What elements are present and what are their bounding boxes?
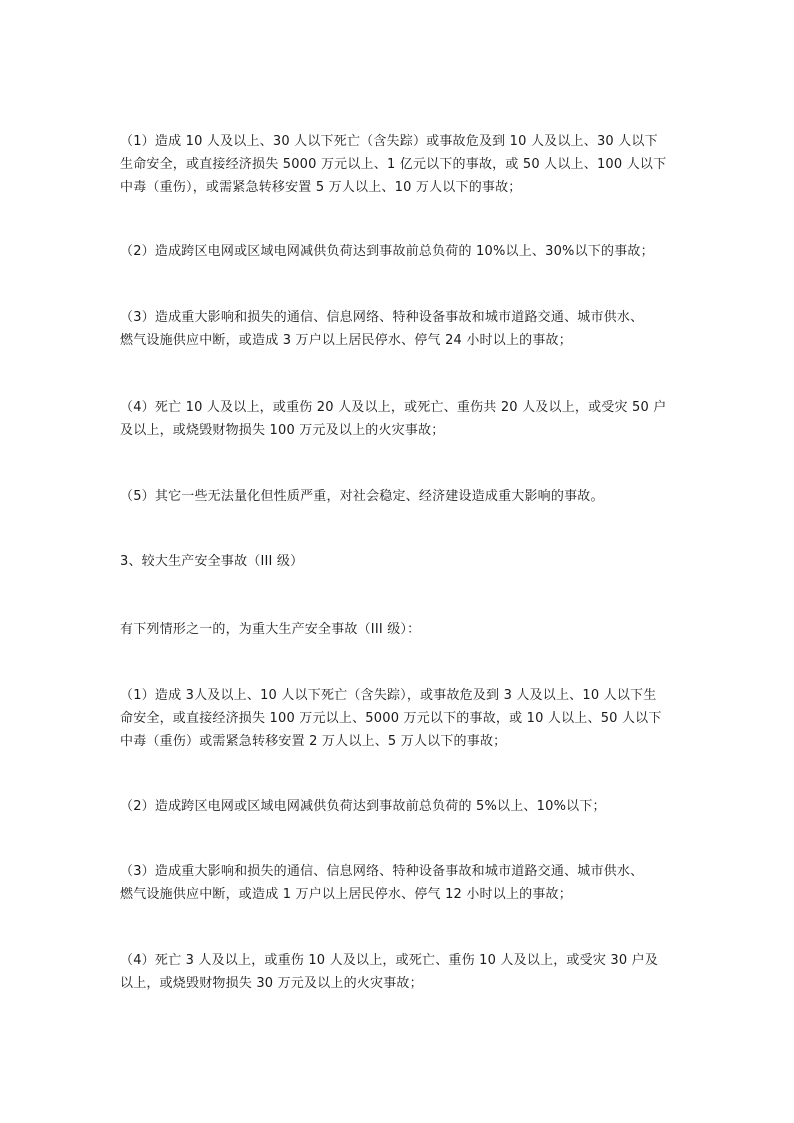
- text-line: 及以上，或烧毁财物损失 100 万元及以上的火灾事故；: [120, 423, 445, 438]
- section-intro: [120, 618, 680, 641]
- text-line: 命安全，或直接经济损失 100 万元以上、5000 万元以下的事故，或 10 人以上、50 人以下: [120, 711, 662, 726]
- text-line: 燃气设施供应中断，或造成 3 万户以上居民停水、停气 24 小时以上的事故；: [120, 333, 572, 348]
- level3-item-1: [120, 684, 680, 753]
- major-item-1: [120, 130, 680, 199]
- intro-text: 有下列情形之一的，为重大生产安全事故（III 级）：: [120, 622, 421, 637]
- major-item-4: [120, 396, 680, 442]
- level3-item-4: [120, 949, 680, 995]
- level3-item-3: [120, 860, 680, 906]
- text-line: 中毒（重伤），或需紧急转移安置 5 万人以上、10 万人以下的事故；: [120, 180, 522, 195]
- text-line: （4）死亡 3 人及以上，或重伤 10 人及以上，或死亡、重伤 10 人及以上，或受灾 30 户及: [120, 953, 659, 968]
- text-line: 生命安全，或直接经济损失 5000 万元以上、1 亿元以下的事故，或 50 人以上、100 人以下: [120, 157, 667, 172]
- text-line: 以上，或烧毁财物损失 30 万元及以上的火灾事故；: [120, 976, 423, 991]
- text-line: （1）造成 3人及以上、10 人以下死亡（含失踪），或事故危及到 3 人及以上、10 人以下生: [120, 688, 657, 703]
- level3-item-2: [120, 795, 680, 818]
- text-line: （1）造成 10 人及以上、30 人以下死亡（含失踪）或事故危及到 10 人及以上、30 人以下: [120, 134, 658, 149]
- text-line: 中毒（重伤）或需紧急转移安置 2 万人以上、5 万人以下的事故；: [120, 734, 507, 749]
- text-line: （3）造成重大影响和损失的通信、信息网络、特种设备事故和城市道路交通、城市供水、: [120, 310, 644, 325]
- text-line: （2）造成跨区电网或区域电网减供负荷达到事故前总负荷的 5%以上、10%以下；: [120, 799, 606, 814]
- text-line: （5）其它一些无法量化但性质严重，对社会稳定、经济建设造成重大影响的事故。: [120, 489, 604, 504]
- section-heading: [120, 550, 680, 573]
- text-line: （4）死亡 10 人及以上，或重伤 20 人及以上，或死亡、重伤共 20 人及以上，或受灾 50 户: [120, 400, 667, 415]
- major-item-2: [120, 240, 680, 263]
- major-item-3: [120, 306, 680, 352]
- heading-text: 3、较大生产安全事故（III 级）: [120, 554, 304, 569]
- major-item-5: [120, 485, 680, 508]
- text-line: 燃气设施供应中断，或造成 1 万户以上居民停水、停气 12 小时以上的事故；: [120, 887, 572, 902]
- text-line: （3）造成重大影响和损失的通信、信息网络、特种设备事故和城市道路交通、城市供水、: [120, 864, 644, 879]
- text-line: （2）造成跨区电网或区域电网减供负荷达到事故前总负荷的 10%以上、30%以下的事故；: [120, 244, 654, 259]
